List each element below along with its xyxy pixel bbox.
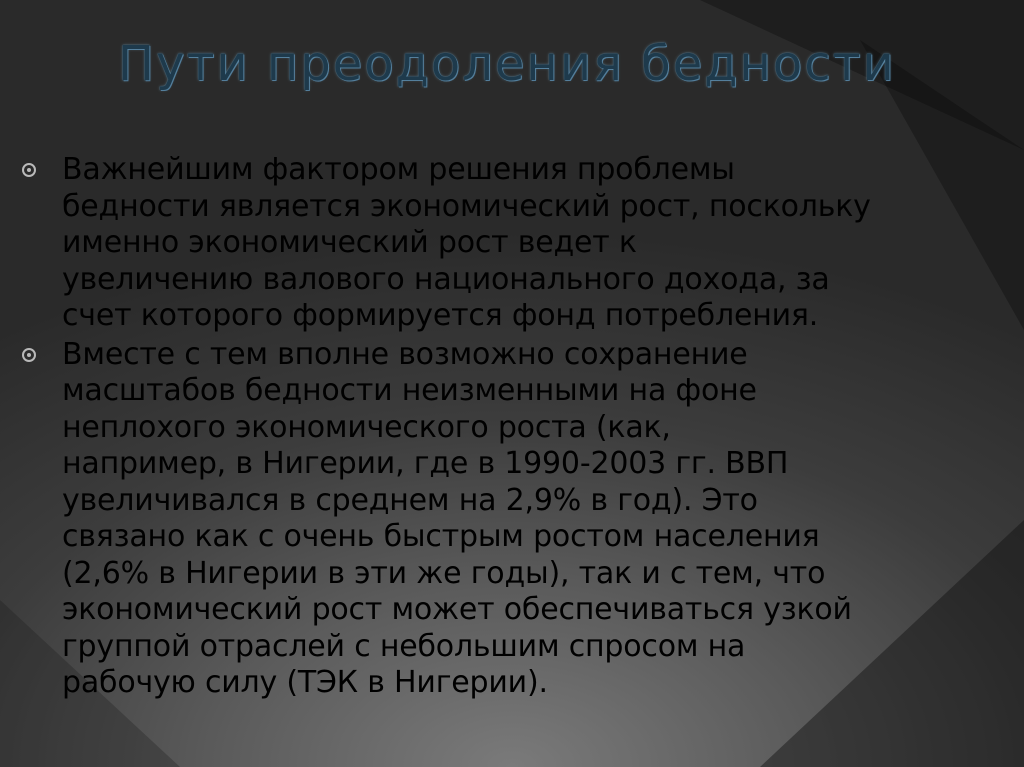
bullet-item — [20, 337, 1020, 702]
bullet-list — [20, 152, 1020, 704]
bullet-text: Вместе с тем вполне возможно сохранение масштабов бедности неизменными на фоне неплохого экономического роста (как, например, в Нигерии, где в 1990-2003 гг. ВВП увеличивался в среднем на 2,9% в год). Это связано как с очень быстрым ростом населения (2,6% в Нигерии в эти же годы), так и с тем, что экономический рост может обеспечиваться узкой группой отраслей с небольшим спросом на рабочую силу (ТЭК в Нигерии). — [62, 336, 852, 700]
bullet-item — [20, 152, 1020, 335]
circle-dot-icon — [22, 348, 36, 362]
slide-title: Пути преодоления бедности — [118, 36, 896, 92]
bullet-text: Важнейшим фактором решения проблемы бедности является экономический рост, поскольку именно экономический рост ведет к увеличению валового национального дохода, за счет которого формируется фонд потребления. — [62, 152, 871, 333]
circle-dot-icon — [22, 163, 36, 177]
